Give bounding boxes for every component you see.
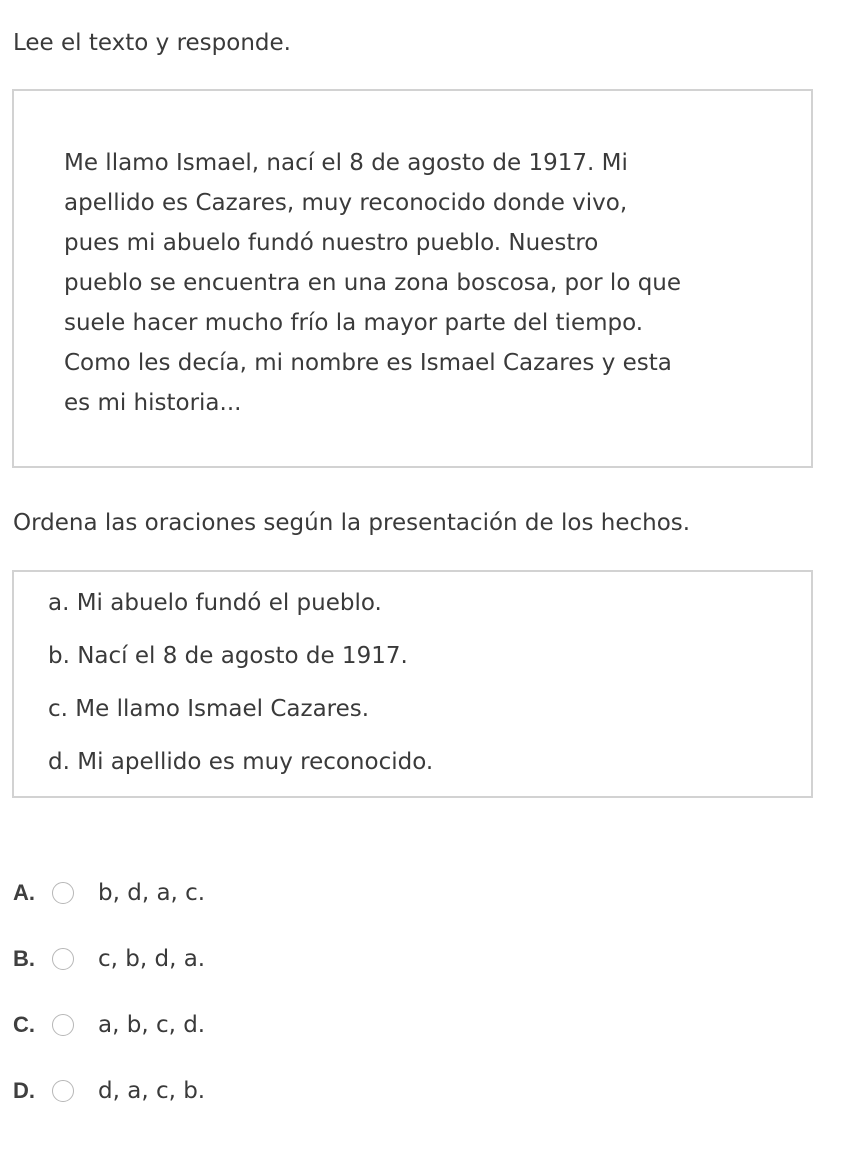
sentence-d: d. Mi apellido es muy reconocido. [48, 749, 434, 775]
instruction-text: Lee el texto y responde. [13, 30, 291, 56]
option-letter: A. [13, 880, 35, 905]
option-letter: C. [13, 1012, 35, 1037]
option-label[interactable]: b, d, a, c. [98, 880, 206, 906]
sentence-list [48, 588, 433, 800]
sentence-a: a. Mi abuelo fundó el pueblo. [48, 590, 382, 616]
passage-line: apellido es Cazares, muy reconocido donde vivo, [64, 190, 628, 216]
reading-passage-box [12, 89, 813, 468]
radio-button[interactable] [52, 882, 74, 904]
question-text: Ordena las oraciones según la presentación de los hechos. [13, 510, 691, 536]
option-letter: B. [13, 946, 35, 971]
sentences-box [12, 570, 813, 798]
reading-passage [64, 143, 784, 423]
answer-options [13, 876, 205, 1140]
option-d[interactable] [13, 1074, 205, 1140]
option-b[interactable] [13, 942, 205, 1008]
radio-button[interactable] [52, 1080, 74, 1102]
option-label[interactable]: d, a, c, b. [98, 1078, 206, 1104]
option-label[interactable]: c, b, d, a. [98, 946, 206, 972]
passage-line: Como les decía, mi nombre es Ismael Cazares y esta [64, 350, 672, 376]
radio-button[interactable] [52, 948, 74, 970]
option-c[interactable] [13, 1008, 205, 1074]
passage-line: pueblo se encuentra en una zona boscosa, por lo que [64, 270, 682, 296]
passage-line: pues mi abuelo fundó nuestro pueblo. Nuestro [64, 230, 599, 256]
sentence-b: b. Nací el 8 de agosto de 1917. [48, 643, 408, 669]
option-label[interactable]: a, b, c, d. [98, 1012, 206, 1038]
option-letter: D. [13, 1078, 35, 1103]
passage-line: Me llamo Ismael, nací el 8 de agosto de 1917. Mi [64, 150, 628, 176]
passage-line: es mi historia... [64, 390, 242, 416]
option-a[interactable] [13, 876, 205, 942]
sentence-c: c. Me llamo Ismael Cazares. [48, 696, 370, 722]
passage-line: suele hacer mucho frío la mayor parte del tiempo. [64, 310, 644, 336]
radio-button[interactable] [52, 1014, 74, 1036]
